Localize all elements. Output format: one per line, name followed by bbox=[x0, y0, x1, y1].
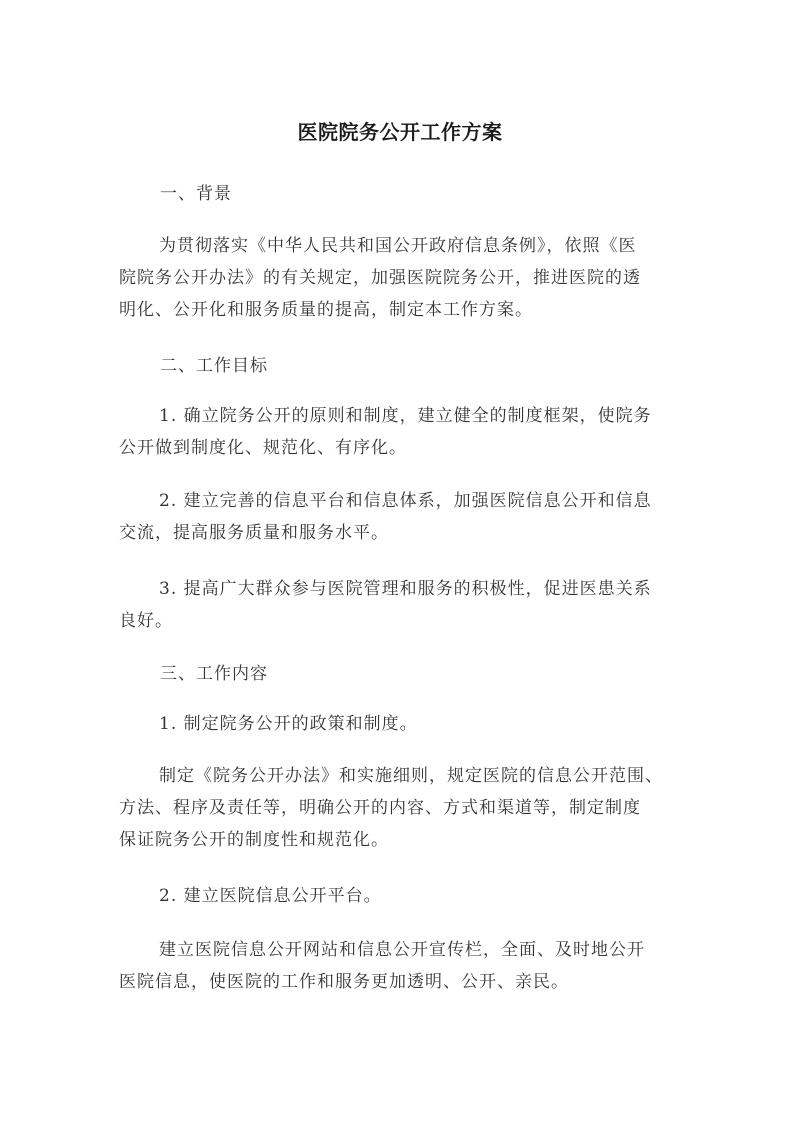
content-item-1-body bbox=[119, 760, 689, 856]
content-item-1-title bbox=[119, 708, 689, 740]
goal-item-3 bbox=[119, 573, 689, 637]
goal-item-1 bbox=[119, 400, 689, 464]
section-heading-content bbox=[119, 658, 689, 690]
paragraph-line: 交流，提高服务质量和服务水平。 bbox=[119, 523, 389, 543]
paragraph-line: 保证院务公开的制度性和规范化。 bbox=[119, 830, 389, 850]
paragraph-line: 医院信息，使医院的工作和服务更加透明、公开、亲民。 bbox=[119, 972, 569, 992]
paragraph-line: 1. 确立院务公开的原则和制度，建立健全的制度框架，使院务 bbox=[159, 406, 652, 426]
paragraph-line: 院院务公开办法》的有关规定，加强医院院务公开，推进医院的透 bbox=[119, 268, 641, 288]
paragraph-line: 一、背景 bbox=[160, 184, 232, 204]
paragraph-line: 1. 制定院务公开的政策和制度。 bbox=[159, 714, 418, 734]
paragraph-line: 3. 提高广大群众参与医院管理和服务的积极性，促进医患关系 bbox=[159, 579, 652, 599]
paragraph-line: 良好。 bbox=[119, 611, 173, 631]
paragraph-line: 明化、公开化和服务质量的提高，制定本工作方案。 bbox=[119, 300, 533, 320]
paragraph-line: 制定《院务公开办法》和实施细则，规定医院的信息公开范围、 bbox=[159, 766, 663, 786]
section-heading-goals bbox=[119, 350, 689, 382]
content-item-2-title bbox=[119, 880, 689, 912]
paragraph-line: 2. 建立完善的信息平台和信息体系，加强医院信息公开和信息 bbox=[159, 491, 652, 511]
paragraph-line: 公开做到制度化、规范化、有序化。 bbox=[119, 438, 407, 458]
paragraph-line: 二、工作目标 bbox=[160, 356, 268, 376]
paragraph-line: 三、工作内容 bbox=[160, 664, 268, 684]
section-heading-background bbox=[119, 178, 689, 210]
paragraph-line: 方法、程序及责任等，明确公开的内容、方式和渠道等，制定制度 bbox=[119, 798, 641, 818]
paragraph-background bbox=[119, 230, 689, 326]
paragraph-line: 建立医院信息公开网站和信息公开宣传栏，全面、及时地公开 bbox=[159, 940, 645, 960]
document-title: 医院院务公开工作方案 bbox=[297, 120, 503, 144]
content-item-2-body bbox=[119, 934, 689, 998]
paragraph-line: 2. 建立医院信息公开平台。 bbox=[159, 886, 382, 906]
paragraph-line: 为贯彻落实《中华人民共和国公开政府信息条例》，依照《医 bbox=[159, 236, 637, 256]
goal-item-2 bbox=[119, 485, 689, 549]
